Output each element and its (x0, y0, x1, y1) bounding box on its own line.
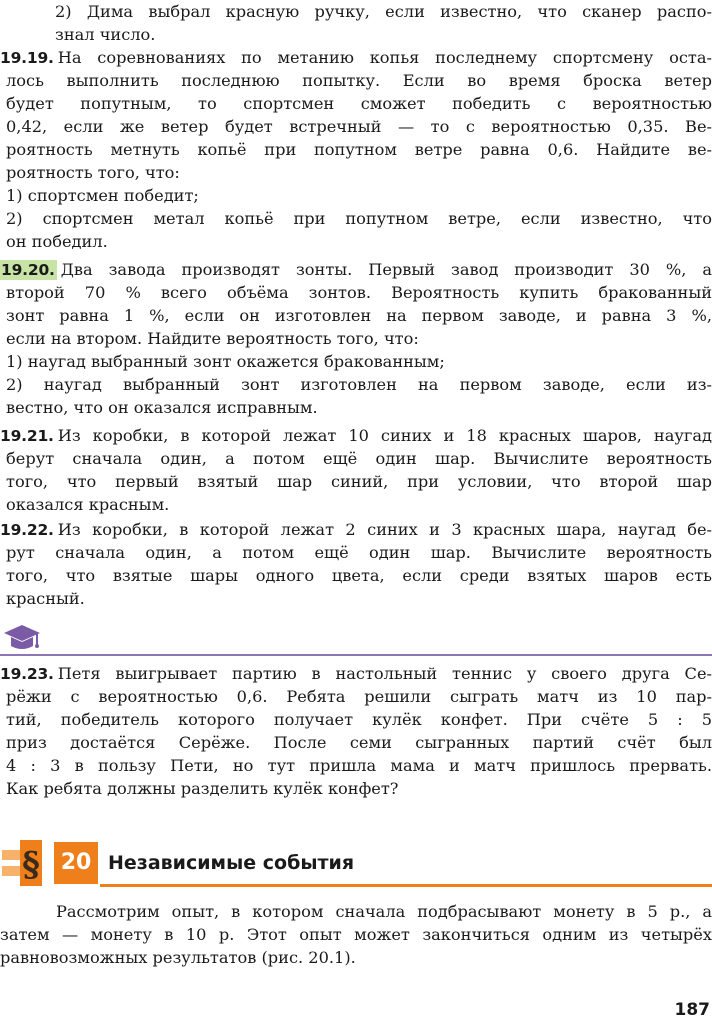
text-line: роятность метнуть копьё при попутном ветре равна 0,6. Найдите ве- (6, 140, 712, 159)
text-line: 2) Дима выбрал красную ручку, если известно, что сканер распо- (55, 2, 712, 21)
text-line: оказался красным. (6, 495, 170, 514)
text-line: зонт равна 1 %, если он изготовлен на первом заводе, и равна 3 %, (6, 306, 712, 325)
text-line: того, что взятые шары одного цвета, если среди взятых шаров есть (6, 566, 712, 585)
problem-number: 19.22. (0, 521, 54, 539)
section-title: Независимые события (108, 852, 355, 874)
text-line: приз достаётся Серёже. После семи сыгранных партий счёт был (6, 733, 712, 752)
text-line: 2) спортсмен метал копьё при попутном ветре, если известно, что (6, 209, 712, 228)
text-line: тий, победитель которого получает кулёк конфет. При счёте 5 : 5 (6, 710, 712, 729)
text-line: роятность того, что: (6, 163, 180, 182)
text-line: второй 70 % всего объёма зонтов. Вероятность купить бракованный (6, 283, 712, 302)
text-line: затем — монету в 10 р. Этот опыт может закончиться одним из четырёх (0, 925, 712, 944)
text-line: знал число. (55, 25, 156, 44)
graduation-cap-icon (2, 621, 42, 655)
section-title-underline (100, 884, 712, 887)
text-line: Из коробки, в которой лежат 10 синих и 18 красных шаров, наугад (57, 426, 712, 445)
text-line: рут сначала один, а потом ещё один шар. Вычислите вероятность (6, 543, 712, 562)
section-symbol: § (22, 845, 40, 885)
problem-19-22 (0, 518, 712, 610)
text-line: будет попутным, то спортсмен сможет победить с вероятностью (6, 94, 712, 113)
section-number: 20 (54, 842, 98, 884)
text-line: 4 : 3 в пользу Пети, но тут пришла мама и матч пришлось прервать. (6, 756, 712, 775)
text-line: Рассмотрим опыт, в котором сначала подбрасывают монету в 5 р., а (56, 902, 712, 921)
text-line: берут сначала один, а потом ещё один шар. Вычислите вероятность (6, 449, 712, 468)
section-separator (0, 654, 712, 656)
text-line: 0,42, если же ветер будет встречный — то с вероятностью 0,35. Ве- (6, 117, 712, 136)
text-line: 1) спортсмен победит; (6, 186, 199, 205)
problem-number: 19.23. (0, 665, 54, 683)
text-line: Как ребята должны разделить кулёк конфет? (6, 779, 399, 798)
text-line: На соревнованиях по метанию копья последнему спортсмену оста- (57, 48, 712, 67)
section-heading (0, 838, 712, 894)
problem-19-21 (0, 424, 712, 516)
text-line: Из коробки, в которой лежат 2 синих и 3 красных шара, наугад бе- (57, 520, 712, 539)
text-line: рёжи с вероятностью 0,6. Ребята решили сыграть матч из 10 пар- (6, 687, 712, 706)
paragraph-sign-icon (2, 838, 42, 888)
problem-number: 19.21. (0, 427, 54, 445)
text-line: того, что первый взятый шар синий, при условии, что второй шар (6, 472, 712, 491)
problem-19-19 (0, 46, 712, 253)
problem-19-23 (0, 662, 712, 800)
section-intro (0, 900, 712, 969)
text-line: красный. (6, 589, 85, 608)
text-line: если на втором. Найдите вероятность того, что: (6, 329, 419, 348)
problem-19-20 (0, 258, 712, 419)
text-line: 2) наугад выбранный зонт изготовлен на первом заводе, если из- (6, 375, 712, 394)
text-line: 1) наугад выбранный зонт окажется бракованным; (6, 352, 445, 371)
text-line: он победил. (6, 232, 108, 251)
top-fragment (0, 0, 712, 46)
text-line: Петя выигрывает партию в настольный теннис у своего друга Се- (57, 664, 712, 683)
text-line: вестно, что он оказался исправным. (6, 398, 318, 417)
text-line: Два завода производят зонты. Первый завод производит 30 %, а (60, 260, 712, 279)
page-number: 187 (674, 1000, 710, 1020)
text-line: равновозможных результатов (рис. 20.1). (0, 948, 356, 967)
problem-number-highlighted: 19.20. (1, 261, 55, 279)
problem-number: 19.19. (0, 49, 54, 67)
text-line: лось выполнить последнюю попытку. Если во время броска ветер (6, 71, 712, 90)
